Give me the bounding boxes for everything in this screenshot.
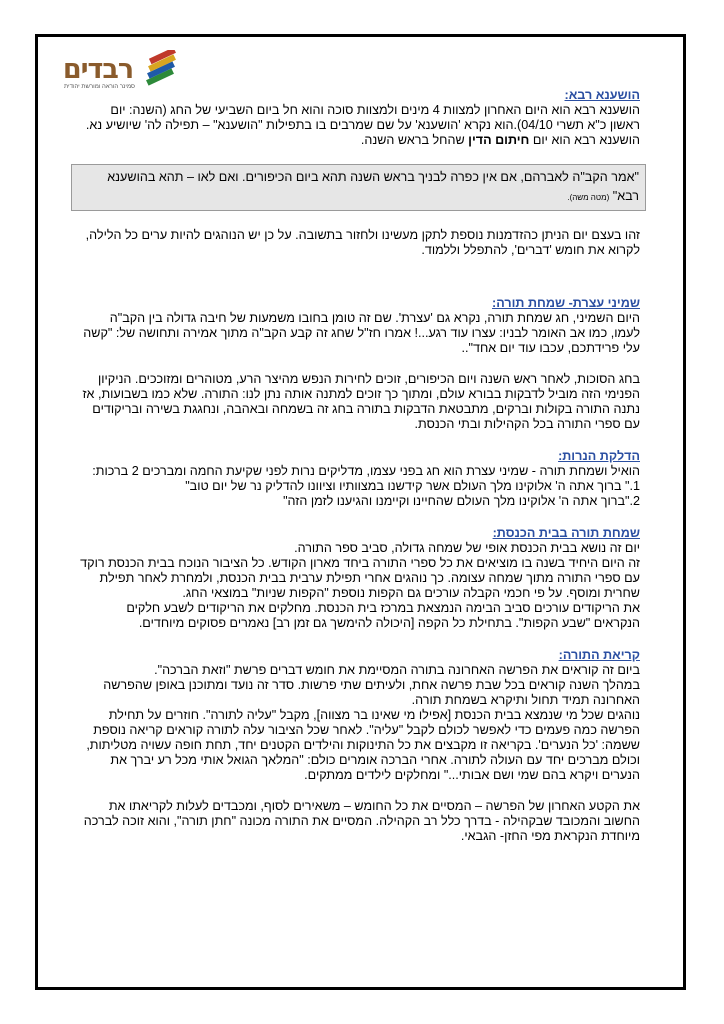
heading-torah-reading: קריאת התורה: [558,648,640,662]
logo-brand: רבדים [62,54,134,85]
reading-paragraph-1: ביום זה קוראים את הפרשה האחרונה בתורה המסיימת את חומש דברים פרשת "וזאת הברכה". [154,663,640,677]
heading-candle-lighting: הדלקת הנרות: [558,449,640,463]
heading-synagogue: שמחת תורה בבית הכנסת: [492,526,640,540]
quote-source: (מטה משה). [567,193,610,202]
books-icon [144,50,178,86]
synagogue-paragraph-2: זה היום היחיד בשנה בו מוציאים את כל ספרי התורה ביחד מארון הקודש. כל הציבור הנוכח בבית הכנסת רוקד עם ספרי התורה מתוך שמחה עצומה. כך נוהגים אחרי תפילת ערבית בבית הכנסת, ולמחרת לאחר תפילת שחרית ומוסף. על פי חכמי הקבלה עורכים גם הקפות נוספת "הקפות שניות" במוצאי החג. [80,556,640,600]
reading-paragraph-4: את הקטע האחרון של הפרשה – המסיים את כל החומש – משאירים לסוף, ומכבדים לעלות לקריאתו את החשוב והמכובד שבקהילה - בדרך כלל רב הקהילה. המסיים את התורה מכונה "חתן תורה", והוא זוכה לברכה מיוחדת הנקראת מפי החזן- הגבאי. [83,799,640,843]
hoshana-bold-term: חיתום הדין [468,133,530,147]
shemini-paragraph-1: היום השמיני, חג שמחת תורה, נקרא גם 'עצרת'. שם זה טומן בחובו משמעות של חיבה גדולה בין הקב"ה לעמו, כמו אב האומר לבניו: עצרו עוד רגע...! אמרו חז"ל שחג זה קבע הקב"ה מתוך אמירה ותחושה של: "קשה עלי פרידתכם, עכבו עוד יום אחד".. [83,311,640,355]
section-shemini-atzeret [77,296,640,432]
heading-shemini-atzeret: שמיני עצרת- שמחת תורה: [492,296,640,310]
section-torah-reading [77,648,640,844]
shemini-paragraph-2: בחג הסוכות, לאחר ראש השנה ויום הכיפורים, זוכים לחירות הנפש מהיצר הרע, מטוהרים ומזוככים. הניקיון הפנימי הזה מוביל לדבקות בבורא עולם, ומתוך כך זוכים למתנה אותה נתן לנו: התורה. שלא כמו בשבועות, אז נתנה התורה בקולות וברקים, מתבטאת הדבקות בתורה בחג זה בשמחה ובאהבה, ונחגגת בשירה ובריקודים עם ספרי התורה בכל הקהילות ובתי הכנסת. [82,372,640,431]
section-candle-lighting [77,449,640,509]
quote-box [71,164,646,211]
reading-paragraph-2: במהלך השנה קוראים בכל שבת פרשה אחת, ולעיתים שתי פרשות. סדר זה נועד ומתוכנן באופן שהפרשה האחרונה תמיד תחול ותיקרא בשמחת תורה. [103,678,640,707]
reading-paragraph-3: נוהגים שכל מי שנמצא בבית הכנסת [אפילו מי שאינו בר מצווה], מקבל "עליה לתורה". חוזרים על תחילת הפרשה כמה פעמים כדי לאפשר לכולם לקבל "עליה". לאחר שכל הציבור עלה לתורה קוראים קריאה נוספת ששמה: 'כל הנערים'. בקריאה זו מקבצים את כל התינוקות והילדים הקטנים יחד, תחת חופה עשויה מטליתות, וכולם מברכים יחד עם העולה לתורה. אחרי הברכה אומרים כולם: "המלאך הגואל אותי מכל רע יברך את הנערים ויקרא בהם שמי ושם אבותי..." ומחלקים לילדים ממתקים. [86,708,640,782]
hoshana-paragraph-2: זהו בעצם יום הניתן כהזדמנות נוספת לתקן מעשינו ולחזור בתשובה. על כן יש הנוהגים להיות ערים כל הלילה, לקרוא את חומש 'דברים', להתפלל וללמוד. [85,228,640,257]
heading-hoshana-raba: הושענא רבא: [564,88,640,102]
blessing-2: 2."ברוך אתה ה' אלוקינו מלך העולם שהחיינו וקיימנו והגיענו לזמן הזה" [283,494,640,508]
synagogue-paragraph-3: את הריקודים עורכים סביב הבימה הנמצאת במרכז בית הכנסת. מחלקים את הריקודים לשבע חלקים הנקראים "שבע הקפות". בתחילת כל הקפה [היכולה להימשך גם זמן רב] נאמרים פסוקים מיוחדים. [126,601,640,630]
quote-text: "אמר הקב"ה לאברהם, אם אין כפרה לבניך בראש השנה תהא ביום הכיפורים. ואם לאו – תהא בהושענא רבא" [107,170,639,203]
hoshana-paragraph-1 [77,103,640,148]
section-synagogue [77,526,640,631]
hoshana-text-a: הושענא רבא הוא היום האחרון למצוות 4 מינים ולמצוות סוכה והוא חל ביום השביעי של החג (השנה: יום ראשון כ"א תשרי 04/10).הוא נקרא 'הושענא' על שם שמרבים בו בתפילות "הושענא" – תפילה לה' שיושיע נא. הושענא רבא הוא יום [85,103,640,147]
candles-paragraph: הואיל ושמחת תורה - שמיני עצרת הוא חג בפני עצמו, מדליקים נרות לפני שקיעת החמה ומברכים 2 ברכות: [92,464,640,478]
logo-tagline: סמינר הוראה ומורשת יהודית [64,84,135,90]
hoshana-text-b: שהחל בראש השנה. [360,133,469,147]
blessing-1: 1." ברוך אתה ה' אלוקינו מלך העולם אשר קידשנו במצוותיו וציוונו להדליק נר של יום טוב" [185,479,640,493]
document-body [77,88,640,844]
synagogue-paragraph-1: יום זה נושא בבית הכנסת אופי של שמחה גדולה, סביב ספר התורה. [294,541,640,555]
section-hoshana-raba [77,88,640,258]
